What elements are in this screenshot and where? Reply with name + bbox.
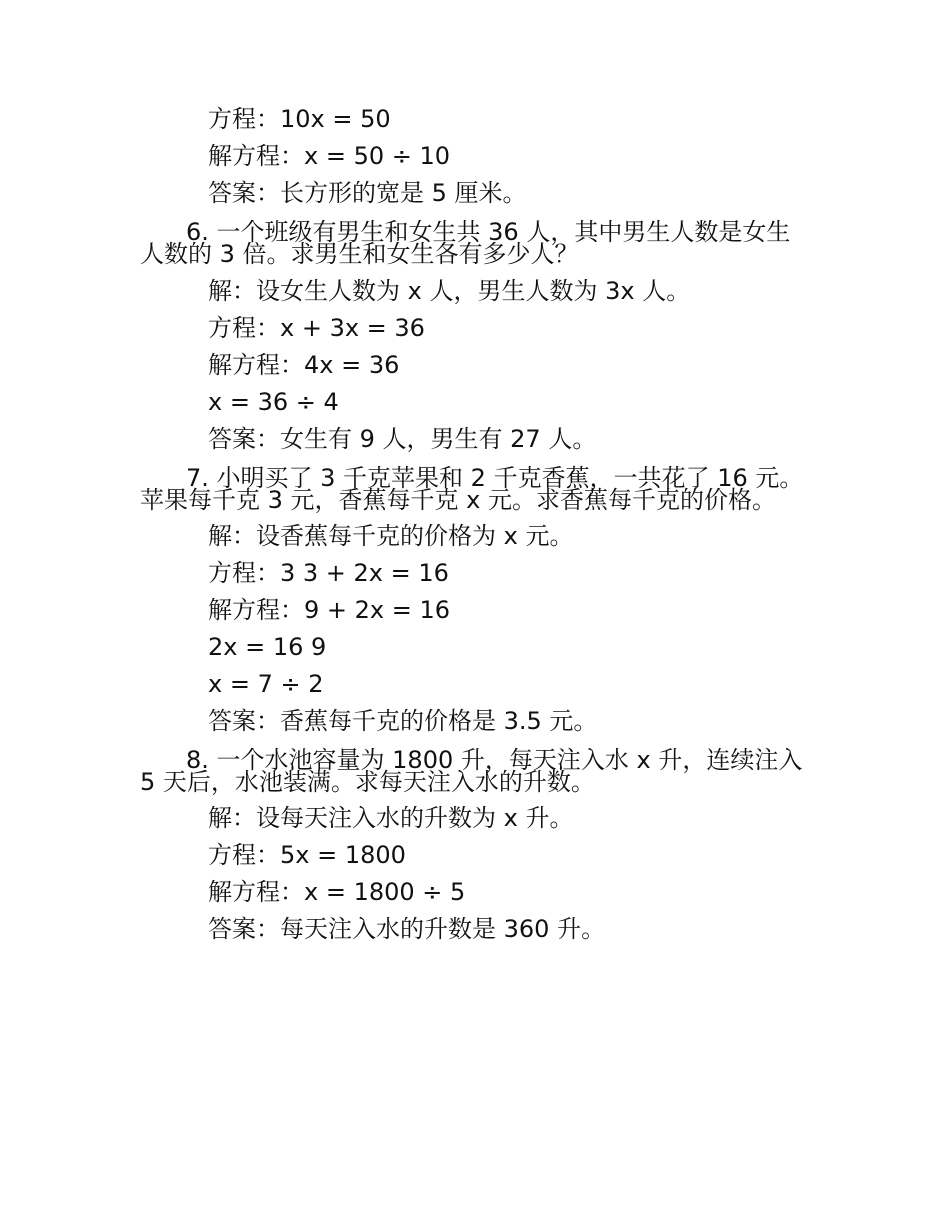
- problem-8-question-line2: 5 天后，水池装满。求每天注入水的升数。: [140, 768, 595, 796]
- problem-8-step-let: 解：设每天注入水的升数为 x 升。: [208, 804, 574, 832]
- problem-7-step-equation: 方程：3 3 + 2x = 16: [208, 559, 449, 587]
- problem-7-question-line2: 苹果每千克 3 元，香蕉每千克 x 元。求香蕉每千克的价格。: [140, 486, 776, 514]
- problem-7-step-subtract: 2x = 16 9: [208, 633, 327, 661]
- problem-6-step-equation: 方程：x + 3x = 36: [208, 314, 425, 342]
- problem-6-step-divide: x = 36 ÷ 4: [208, 388, 339, 416]
- problem-7-step-answer: 答案：香蕉每千克的价格是 3.5 元。: [208, 707, 598, 735]
- problem-8-question-line1: 8. 一个水池容量为 1800 升，每天注入水 x 升，连续注入: [186, 746, 803, 774]
- problem-6-step-solve: 解方程：4x = 36: [208, 351, 400, 379]
- problem-8-step-equation: 方程：5x = 1800: [208, 841, 406, 869]
- problem-6-step-let: 解：设女生人数为 x 人，男生人数为 3x 人。: [208, 277, 691, 305]
- prev-equation-line: 方程：10x = 50: [208, 105, 391, 133]
- problem-6-question-line2: 人数的 3 倍。求男生和女生各有多少人？: [140, 240, 579, 268]
- problem-7-step-divide: x = 7 ÷ 2: [208, 670, 324, 698]
- problem-7-question-line1: 7. 小明买了 3 千克苹果和 2 千克香蕉，一共花了 16 元。: [186, 464, 804, 492]
- prev-solve-line: 解方程：x = 50 ÷ 10: [208, 142, 451, 170]
- problem-8-step-solve: 解方程：x = 1800 ÷ 5: [208, 878, 466, 906]
- problem-6-step-answer: 答案：女生有 9 人，男生有 27 人。: [208, 425, 597, 453]
- problem-7-step-solve: 解方程：9 + 2x = 16: [208, 596, 451, 624]
- problem-6-question-line1: 6. 一个班级有男生和女生共 36 人，其中男生人数是女生: [186, 218, 791, 246]
- problem-8-step-answer: 答案：每天注入水的升数是 360 升。: [208, 915, 606, 943]
- prev-answer-line: 答案：长方形的宽是 5 厘米。: [208, 179, 527, 207]
- problem-7-step-let: 解：设香蕉每千克的价格为 x 元。: [208, 522, 574, 550]
